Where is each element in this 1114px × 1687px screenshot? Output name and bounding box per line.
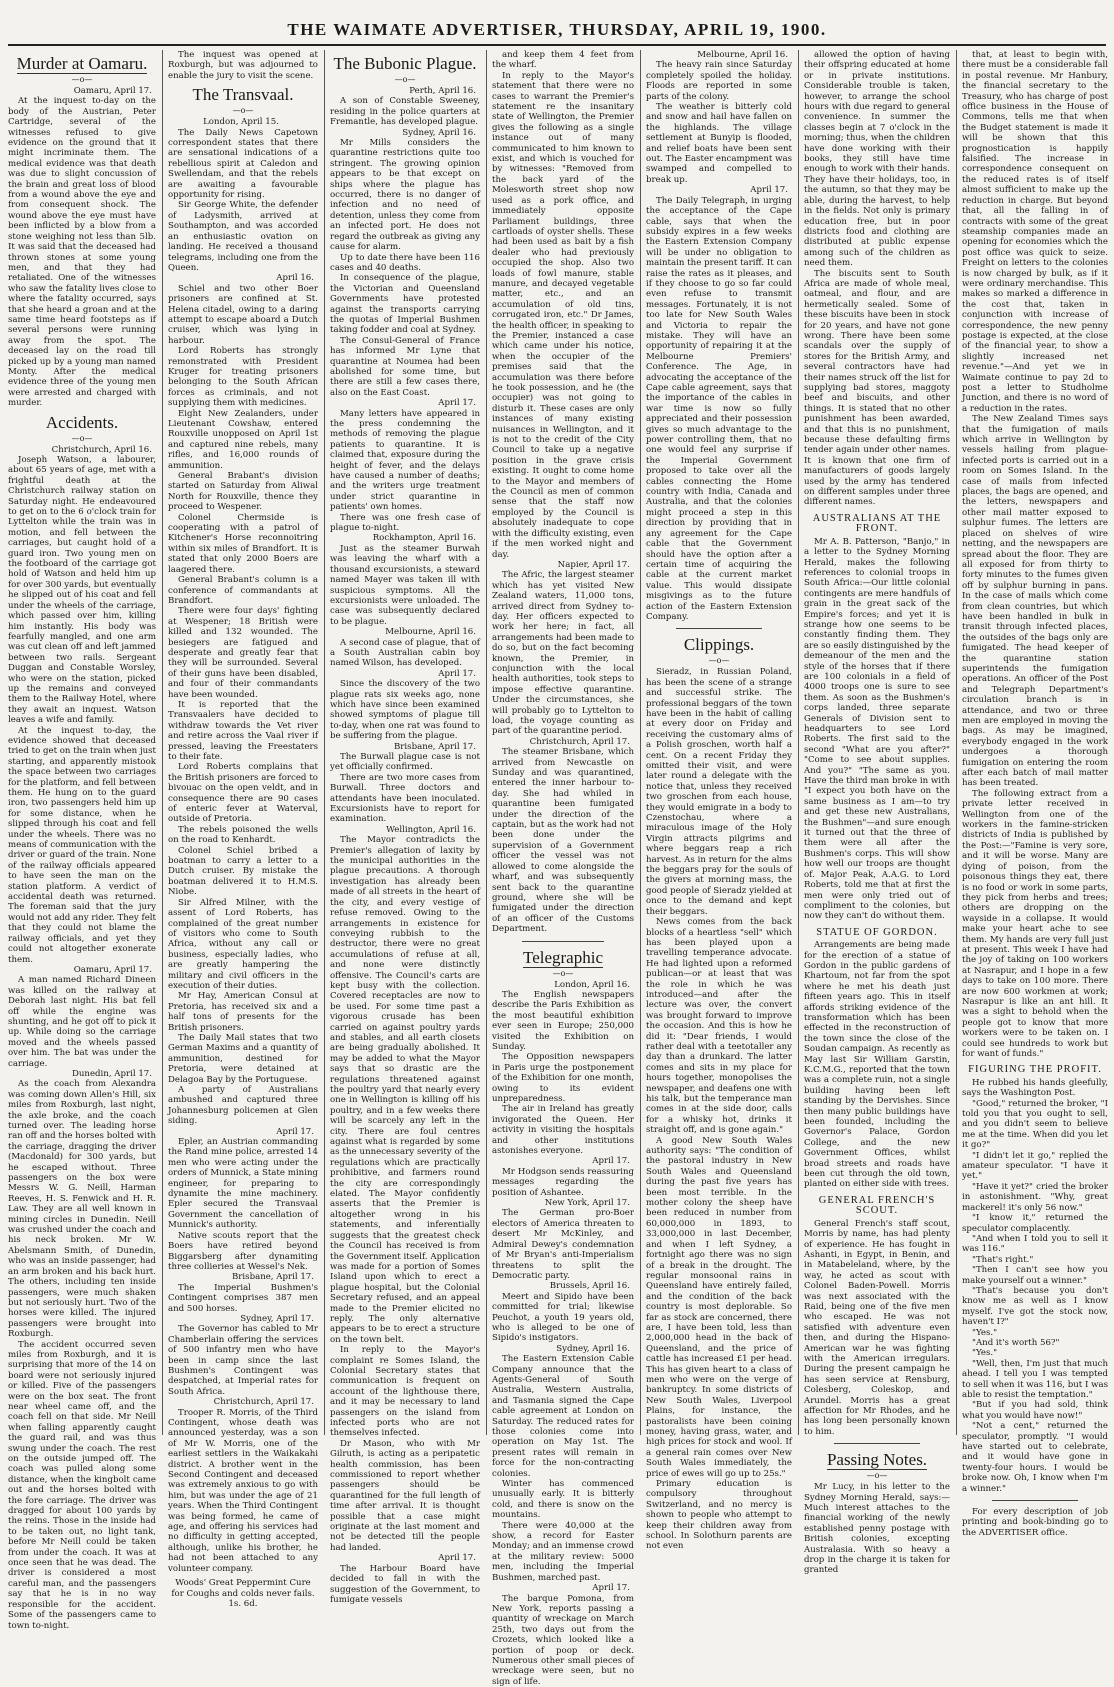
article-text: "Yes." <box>962 1348 1108 1358</box>
article-text: At the inquest to-day on the body of the Austrian, Peter Cartridge, several of the witnesses refused to give evidence on the ground that it might incriminate them. The medical evidence was that death was due to slight concussion of the brain and great loss of blood from a wound above the eye and from consequent shock. The wound above the eye must have been inflicted by a blow from a stone weighing not less than 5lb. It was said that the deceased had thrown stones at some young men, and that they had retaliated. One of the witnesses who saw the fatality lives close to where the fatality occurred, says that she heard a groan and at the same time heard footsteps as if several persons were running away from the spot. The deceased lay on the road till picked up by a young man named Monty. After the medical evidence three of the young men were arrested and charged with murder. <box>8 96 156 408</box>
column-1 <box>8 50 156 1435</box>
article-text: There were 40,000 at the show, a record for Easter Monday; and an immense crowd at the military review: 5000 men, including the Imperial Bushmen, marched past. <box>492 1521 634 1583</box>
article-text: Mr Hodgson sends reassuring messages regarding the position of Ashantee. <box>492 1167 634 1198</box>
article-text: Many letters have appeared in the press condemning the methods of removing the plague patients to quarantine. It is claimed that, exposure during the height of fever, and the delays have caused a number of deaths; and the writers urge treatment under strict quarantine in patients' own homes. <box>330 409 480 513</box>
article-text: Up to date there have been 116 cases and 40 deaths. <box>330 253 480 274</box>
article-text: Schiel and two other Boer prisoners are confined at St. Helena citadel, owing to a daring attempt to escape aboard a Dutch cruiser, which was lying in harbour. <box>168 284 318 346</box>
article-text: Sir George White, the defender of Ladysmith, arrived at Southampton, and was accorded an enthusiastic ovation on landing. He received a thousand telegrams, including one from the Queen. <box>168 200 318 273</box>
article-text: Trooper R. Morris, of the Third Contingent, whose death was announced yesterday, was a son of Mr W. Morris, one of the earliest settlers in the Waikakahi district. A brother went in the Second Contingent and deceased was extremely anxious to go with him, but was under the age of 21 years. When the Third Contingent was being formed, he came of age, and offering his services had no difficulty in getting accepted, although, unlike his brother, he had not been attached to any volunteer company. <box>168 1408 318 1575</box>
heading-french: GENERAL FRENCH'S SCOUT. <box>804 1196 950 1217</box>
dateline: Christchurch, April 16. <box>8 445 156 455</box>
dateline: Sydney, April 17. <box>168 1314 318 1324</box>
article-text: "Not a cent," returned the speculator, promptly. "I would have started out to celebrate, and it would have gone in twenty-four hours. I would be broke now. Oh, I know when I'm a winner." <box>962 1421 1108 1494</box>
article-text: A son of Constable Sweeney, residing in the police quarters at Fremantle, has developed plague. <box>330 96 480 127</box>
article-text: A man named Richard Dineen was killed on the railway at Deborah last night. His bat fell off while the engine was shunting, and he got off to pick it up. While doing so the carriage moved and the wheels passed over him. The bat was under the carriage. <box>8 975 156 1069</box>
article-text: "Then I can't see how you make yourself out a winner." <box>962 1265 1108 1286</box>
divider <box>834 1443 920 1444</box>
masthead-rule <box>8 44 1106 46</box>
article-text: A party of Australians ambushed and captured three Johannesburg policemen at Glen siding. <box>168 1085 318 1127</box>
article-text: General Brabant's division started on Saturday from Aliwal North for Rouxville, thence they proceed to Wespener. <box>168 471 318 513</box>
article-text: "Good," returned the broker, "I told you that you ought to sell, and you didn't seem to believe me at the time. When did you let it go?" <box>962 1099 1108 1151</box>
article-text: In consequence of the plague, the Victorian and Queensland Governments have protested against the transports carrying the quotas of Imperial Bushmen taking fodder and coal at Sydney. <box>330 273 480 335</box>
article-text: The Opposition newspapers in Paris urge the postponement of the Exhibition for one month, owing to its evident unpreparedness. <box>492 1052 634 1104</box>
article-text: The Mayor contradicts the Premier's allegation of laxity by the municipal authorities in the plague precautions. A thorough investigation has already been made of all streets in the heart of the city, and every vestige of refuse removed. Owing to the arrangements in existence for conveying rubbish to the destructor, there were no great accumulations of refuse at all, and none were distinctly offensive. The Council's carts are kept busy with the collection. Covered receptacles are now to be used. For some time past a vigorous crusade has been carried on against poultry yards and stables, and all earth closets are being gradually abolished. It may be added to what the Mayor says that so drastic are the regulations threatened against the poultry yard that nearly every one in Wellington is killing off his poultry, and in a few weeks there will be scarcely any left in the city. There are foul centres against what is regarded by some as the unnecessary severity of the regulations which are practically prohibitive, and farmers round the city are correspondingly elated. The Mayor confidently asserts that the Premier is altogether wrong in his statements, and inferentially suggests that the greatest check the Council has received is from the Government itself. Application was made for a portion of Somes Island upon which to erect a plague hospital, but the Colonial Secretary refused, and an appeal made to the Premier elicited no reply. The only alternative appears to be to erect a structure on the town belt. <box>330 835 480 1345</box>
article-text: A good New South Wales authority says: "The condition of the pastoral industry in New South Wales and Queensland during the past five years has been most terrible. In the mother colony the sheep have been reduced in number from 60,000,000 in 1893, to 33,000,000 in last December, and when I left Sydney, a fortnight ago there was no sign of a break in the drought. The regular monsoonal rains in Queensland have entirely failed, and the condition of the back country is most deplorable. So far as stock are concerned, there are, I have been told, less than 2,000,000 head in the back of Queensland, and the price of cattle has increased £1 per head. This has given heart to a class of men who were on the verge of bankruptcy. In some districts of New South Wales, Liverpool Plains, for instance, the pastoralists have been coining money, having grass, water, and high prices for stock and wool. If a general rain comes over New South Wales immediately, the price of ewes will go up to 25s." <box>646 1136 792 1479</box>
divider <box>676 628 762 629</box>
article-text: "But if you had sold, think what you would have now!" <box>962 1400 1108 1421</box>
article-text: "I didn't let it go," replied the amateur speculator. "I have it yet." <box>962 1151 1108 1182</box>
divider: —o— <box>804 1472 950 1480</box>
dateline: Wellington, April 16. <box>330 825 480 835</box>
article-text: The accident occurred seven miles from Roxburgh, and it is surprising that more of the 14 on board were not seriously injured or killed. Five of the passengers were on the box seat. The front near wheel came off, and the coach fell on that side. Mr Neill when falling apparently caught the guard rail, and was thus swung under the coach. The rest on the outside jumped off. The coach was pulled along some distance, when the kingbolt came out and the horses bolted with the fore carriage. The driver was dragged for about 100 yards by the reins. Those in the inside had to be taken out, no light tank, before Mr Neill could be taken from under the coach. It was at once seen that he was dead. The driver is considered a most careful man, and the passengers say that he is in no way responsible for the accident. Some of the passengers came to town to-night. <box>8 1340 156 1631</box>
dateline: New York, April 17. <box>492 1198 634 1208</box>
dateline: April 17. <box>330 398 480 408</box>
article-text: "Well, then, I'm just that much ahead. I tell you I was tempted to sell when it was 116, but I was able to resist the temptation." <box>962 1359 1108 1401</box>
article-text: In reply to the Mayor's complaint re Somes Island, the Colonial Secretary states that communication is frequent on account of the lighthouse there, and it may be necessary to land passengers on the island from infected ports who are not themselves infected. <box>330 1345 480 1439</box>
article-text: At the inquest to-day, the evidence showed that deceased tried to get on the train when just starting, and apparently mistook the space between two carriages for the platform, and fell between them. He hung on to the guard iron, two passengers held him up for some distance, when he slipped through his coat and fell under the wheels. There was no means of communication with the driver or guard of the train. None of the railway officials appeared to have seen the man on the station platform. A verdict of accidental death was returned. The foreman said that the jury would not add any rider. They felt that they could not blame the railway officials, and yet they could not altogether exonerate them. <box>8 726 156 965</box>
heading-clippings: Clippings. <box>646 635 792 655</box>
article-text: He rubbed his hands gleefully, says the Washington Post. <box>962 1078 1108 1099</box>
article-text: "Yes." <box>962 1328 1108 1338</box>
columns <box>8 50 1108 1435</box>
heading-plague: The Bubonic Plague. <box>330 54 480 74</box>
heading-telegraphic: Telegraphic <box>492 948 634 968</box>
article-text: Epler, an Austrian commanding the Rand mine police, arrested 14 men who were acting under the orders of Munnick, a State mining engineer, for preparing to dynamite the mine machinery. Epler secured the Transvaal Government the cancellation of Munnick's authority. <box>168 1137 318 1231</box>
column-rule <box>162 50 163 1435</box>
article-text: The Eastern Extension Cable Company announce that the Agents-General of South Australia, Western Australia, and Tasmania signed the Cape cable agreement at London on Saturday. The reduced rates for those colonies come into operation on May 1st. The present rates will remain in force for the non-contracting colonies. <box>492 1354 634 1479</box>
column-5 <box>646 50 792 1435</box>
article-text: "Have it yet?" cried the broker in astonishment. "Why, great mackerel! it's only 56 now." <box>962 1182 1108 1213</box>
column-rule <box>486 50 487 1435</box>
article-text: "I know it," returned the speculator complacently. <box>962 1213 1108 1234</box>
article-text: The English newspapers describe the Paris Exhibition as the most beautiful exhibition ever seen in Europe; 250,000 visited the Exhibition on Sunday. <box>492 990 634 1052</box>
article-text: The Daily Telegraph, in urging the acceptance of the Cape cable, says that when the subsidy expires in a few weeks the Eastern Extension Company will be under no obligation to maintain the present tariff. It can raise the rates as it pleases, and if they choose to go so far could even refuse to transmit messages. Fortunately, it is not too late for New South Wales and Victoria to repair the mistake. They will have an opportunity of repairing it at the Melbourne Premiers' Conference. The Age, in advocating the acceptance of the Cape cable agreement, says that the importance of the cables in war time is now so fully appreciated and their possession gives so much advantage to the power controlling them, that no one would feel any surprise if the Imperial Government proposed to take over all the cables connecting the Home country with India, Canada and Australia, and that the colonies might proceed a step in this direction by providing that in any agreement for the Cape cable that the Government should have the option after a certain time of acquiring the cable at the current market value. This would dissipate misgivings as to the future action of the Eastern Extension Company. <box>646 196 792 623</box>
article-text: Colonel Schiel bribed a boatman to carry a letter to a Dutch cruiser. By mistake the boatman delivered it to H.M.S. Niobe. <box>168 846 318 898</box>
article-text: Since the discovery of the two plague rats six weeks ago, none which have since been examined showed symptoms of plague till to-day, when one rat was found to be suffering from the plague. <box>330 679 480 741</box>
article-text: allowed the option of having their offspring educated at home or in private institutions. Considerable trouble is taken, however, to arrange the school hours with due regard to general convenience. In summer the classes begin at 7 o'clock in the morning; thus, when the children have done working with their books, they still have time enough to work with their hands. They have their holidays, too, in the autumn, so that they may be able, during the harvest, to help in the fields. Not only is primary education free, but in poor districts food and clothing are distributed at public expense among such of the children as need them. <box>804 50 950 269</box>
advertisement: Woods' Great Peppermint Cure for Coughs and colds never fails. 1s. 6d. <box>168 1578 318 1609</box>
article-text: The Daily Mail states that two German Maxims and a quantity of ammunition, destined for Pretoria, were detained at Delagoa Bay by the Portuguese. <box>168 1033 318 1085</box>
dateline: Oamaru, April 17. <box>8 86 156 96</box>
article-text: In reply to the Mayor's statement that there were no cases to warrant the Premier's statement re the insanitary state of Wellington, the Premier gives the following as a single instance out of many communicated to him known to exist, and which is vouched for by witnesses: "Removed from the back yard of the Molesworth street shop now used as a pork office, and immediately opposite Parliament buildings, three cartloads of oyster shells. These had been used as bait by a fish dealer who had previously occupied the shop. Also two loads of fowl manure, stable manure, and decayed vegetable matter, etc., and an accumulation of old tins, corrugated iron, etc." Dr James, the health officer, in speaking to the Premier, instanced a case which came under his notice, when the occupier of the premises said that the accumulation was there before he took possession, and he (the occupier) was not going to disturb it. These cases are only instances of many existing nuisances in Wellington, and it is not to the credit of the City Council to take up a negative position in the grave crisis existing. It ought to come home to the Mayor and members of the Council as men of common sense that the staff now employed by the Council is absolutely inadequate to cope with the difficulty existing, even if the men worked night and day. <box>492 71 634 560</box>
article-text: There was one fresh case of plague to-night. <box>330 513 480 534</box>
article-text: Native scouts report that the Boers have retired beyond Biggarsberg after dynamiting three collieries at Wessel's Nek. <box>168 1231 318 1273</box>
heading-passing-notes: Passing Notes. <box>804 1450 950 1470</box>
dateline: Christchurch, April 17. <box>168 1397 318 1407</box>
column-rule <box>324 50 325 1435</box>
article-text: "And it's worth 56?" <box>962 1338 1108 1348</box>
article-text: Primary education is compulsory throughout Switzerland, and no mercy is shown to people who attempt to keep their children away from school. In Solothurn parents are not even <box>646 1479 792 1552</box>
article-text: Joseph Watson, a labourer, about 65 years of age, met with a frightful death at the Christchurch railway station on Saturday night. He endeavoured to get on to the 6 o'clock train for Lyttelton while the train was in motion, and fell between the carriages, but caught hold of a guard iron. Two young men on the footboard of the carriage got hold of Watson and held him up for over 300 yards, but eventually he slipped out of his coat and fell under the wheels of the carriage, which passed over him, killing him instantly. His body was fearfully mangled, and one arm was cut clean off and left jammed between two rails. Sergeant Duggan and Constable Worsley, who were on the station, picked up the remains and conveyed them to the Railway Hotel, where they await an inquest. Watson leaves a wife and family. <box>8 455 156 726</box>
dateline: Sydney, April 16. <box>492 1344 634 1354</box>
article-text: Meert and Sipido have been committed for trial; likewise Peuchot, a youth 19 years old, who is alleged to be one of Sipido's instigators. <box>492 1292 634 1344</box>
column-2 <box>168 50 318 1435</box>
article-text: The Consul-General of France has informed Mr Lyne that quarantine at Noumea had been abolished for some time, but there are still a few cases there, also on the East Coast. <box>330 336 480 398</box>
dateline: April 17. <box>646 185 792 195</box>
article-text: The Harbour Board have decided to fall in with the suggestion of the Government, to fumigate vessels <box>330 1564 480 1606</box>
column-rule <box>798 50 799 1435</box>
heading-australians: AUSTRALIANS AT THE FRONT. <box>804 514 950 535</box>
article-text: The Afric, the largest steamer which has yet visited New Zealand waters, 11,000 tons, arrived direct from Sydney to-day. Her officers expected to work her here; in fact, all arrangements had been made to do so, but on the fact becoming known, the Premier, in conjunction with the local health authorities, took steps to impose effective quarantine. Under the circumstances, she will probably go to Lyttelton to load, the voyage counting as part of the quarantine period. <box>492 570 634 737</box>
article-text: Mr Hay, American Consul at Pretoria, has received six and a half tons of presents for the British prisoners. <box>168 991 318 1033</box>
dateline: Christchurch, April 17. <box>492 737 634 747</box>
article-text: It is reported that the Transvaalers have decided to withdraw towards the Vet river and retire across the Vaal river if pressed, leaving the Freestaters to their fate. <box>168 700 318 762</box>
article-text: There were four days' fighting at Wespener; 18 British were killed and 132 wounded. The besiegers are fatigued and desperate and greatly fear that they will be surrounded. Several of their guns have been disabled, and four of their commandants have been wounded. <box>168 606 318 700</box>
article-text: Sieradz, in Russian Poland, has been the scene of a strange and successful strike. The professional beggars of the town have been in the habit of calling at every door on Friday and receiving the customary alms of a Polish groschen, worth half a cent. On a recent Friday they omitted their visit, and were later round a delegate with the notice that, unless they received two groschen from each house, they would emigrate in a body to Czenstochau, where a miraculous image of the Holy Virgin attracts pilgrims and where beggars reap a rich harvest. As in return for the alms the beggars pray for the souls of the givers at morning mass, the good people of Sieradz yielded at once to the demand and kept their beggars. <box>646 667 792 917</box>
article-text: The New Zealand Times says that the fumigation of mails which arrive in Wellington by vessels hailing from plague-infected ports is carried out in a room on Somes Island. In the case of mails from infected places, the bags are opened, and the letters, newspapers and other mail matter exposed to sulphur fumes. The letters are placed on shelves of wire netting, and the newspapers are spread about the floor. They are all exposed for from thirty to forty minutes to the fumes given off by sulphur burning in pans. In the case of mails which come from clean countries, but which have been handled in bulk in transit through infected places, the outsides of the bags only are fumigated. The head keeper of the quarantine station superintends the fumigation operations. An officer of the Post and Telegraph Department's circulation branch is in attendance, and two or three men are employed in moving the bags. As may be imagined, everybody engaged in the work undergoes a thorough fumigation on entering the room after each batch of mail matter has been treated. <box>962 414 1108 789</box>
dateline: April 17. <box>492 1583 634 1593</box>
article-text: Lord Roberts complains that the British prisoners are forced to bivouac on the open veldt, and in consequence there are 90 cases of enteric fever at Waterval, outside of Pretoria. <box>168 762 318 824</box>
article-text: The Daily News Capetown correspondent states that there are sensational indications of a rebellious spirit at Caledon and Swellendam, and that the rebels are awaiting a favourable opportunity for rising. <box>168 128 318 201</box>
divider: —o— <box>646 657 792 665</box>
article-text: General French's staff scout, Morris by name, has had plenty of experience. He has fought in Ashanti, in Egypt, in Benin, and in Matabeleland, where, by the way, he acted as scout with Colonel Baden-Powell. Morris was next associated with the Raid, being one of the five men who escaped. He was not satisfied with adventure even then, and during the Hispano-American war he was fighting with the American irregulars. During the present campaign he has seen service at Rensburg, Colesberg, Coleskop, and Arundel. Morris has a great affection for Mr Rhodes, and he has long been personally known to him. <box>804 1219 950 1438</box>
article-text: The inquest was opened at Roxburgh, but was adjourned to enable the jury to visit the scene. <box>168 50 318 81</box>
divider: —o— <box>8 76 156 84</box>
article-text: The Governor has cabled to Mr Chamberlain offering the services of 500 infantry men who have been in camp since the last Bushmen's Contingent was despatched, at Imperial rates for South Africa. <box>168 1324 318 1397</box>
article-text: General Brabant's column is a conference of commandants at Brandfort. <box>168 575 318 606</box>
divider: —o— <box>330 76 480 84</box>
article-text: The Imperial Bushmen's Contingent comprises 387 men and 500 horses. <box>168 1283 318 1314</box>
masthead-title: THE WAIMATE ADVERTISER, THURSDAY, APRIL 19, 1900. <box>0 20 1114 40</box>
column-rule <box>956 50 957 1435</box>
article-text: News comes from the back blocks of a heartless "sell" which has been played upon a travelling temperance advocate. He had lighted upon a reformed publican—or at least that was the role in which he was introduced—and after the lecture was over, the convert was brought forward to improve the occasion. And this is how he did it: "Dear friends, I would rather deal with a teetotaller any day than a drunkard. The latter comes and sits in my place for hours together, monopolises the newspaper, and deafens one with his talk, but the temperance man comes in at the side door, calls for a whisky hot, drinks it straight off, and is gone again." <box>646 917 792 1136</box>
article-text: The biscuits sent to South Africa are made of whole meal, oatmeal, and flour, and are hermetically sealed. Some of these biscuits have been in stock for 20 years, and have not gone wrong. There have been some scandals over the supply of stores for the British Army, and several contractors have had their names struck off the list for supplying bad stores, maggoty beef and biscuits, and other things. It is stated that no other punishment has been awarded, and that this is no punishment, because these defaulting firms tender again under other names. It is known that one firm of manufacturers of goods largely used by the army has tendered on different samples under three different names. <box>804 269 950 508</box>
dateline: April 17. <box>330 1553 480 1563</box>
heading-murder: Murder at Oamaru. <box>8 54 156 74</box>
dateline: Perth, April 16. <box>330 86 480 96</box>
dateline: Dunedin, April 17. <box>8 1069 156 1079</box>
heading-gordon: STATUE OF GORDON. <box>804 928 950 938</box>
article-text: Sir Alfred Milner, with the assent of Lord Roberts, has complained of the great number of visitors who come to South Africa, without any call or business, especially ladies, who are greatly hampering the military and civil officers in the execution of their duties. <box>168 898 318 992</box>
article-text: The steamer Brisbane, which arrived from Newcastle on Sunday and was quarantined, entered the inner harbour to-day. She had whiled in quarantine been fumigated under the direction of the captain, but as the work had not been done under the supervision of a Government officer the vessel was not allowed to come alongside the wharf, and was subsequently sent back to the quarantine ground, where she will be fumigated under the direction of an officer of the Customs Department. <box>492 747 634 934</box>
divider <box>522 941 604 942</box>
column-7 <box>962 50 1108 1435</box>
article-text: and keep them 4 feet from the wharf. <box>492 50 634 71</box>
dateline: Brisbane, April 17. <box>330 742 480 752</box>
dateline: Melbourne, April 16. <box>330 627 480 637</box>
dateline: Brussels, April 16. <box>492 1281 634 1291</box>
divider: —o— <box>8 435 156 443</box>
article-text: "And when I told you to sell it was 116." <box>962 1234 1108 1255</box>
article-text: "That's right." <box>962 1255 1108 1265</box>
dateline: Rockhampton, April 16. <box>330 533 480 543</box>
column-6 <box>804 50 950 1435</box>
article-text: Colonel Chermside is cooperating with a patrol of Kitchener's Horse reconnoitring within six miles of Brandfort. It is stated that only 2000 Boers are laagered there. <box>168 513 318 575</box>
dateline: April 17. <box>168 1127 318 1137</box>
article-text: The rebels poisoned the wells on the road to Kenhardt. <box>168 825 318 846</box>
dateline: London, April 16. <box>492 980 634 990</box>
divider <box>992 1500 1078 1501</box>
dateline: Brisbane, April 17. <box>168 1272 318 1282</box>
column-4 <box>492 50 634 1435</box>
dateline: Sydney, April 16. <box>330 128 480 138</box>
article-text: As the coach from Alexandra was coming down Allen's Hill, six miles from Roxburgh, last night, the axle broke, and the coach turned over. The leading horse ran off and the horses bolted with the carriage, dragging the driver (Macdonald) for 300 yards, but he escaped without. Three passengers on the box were Messrs W. G. Neill, Harman Reeves, H. S. Fenwick and H. R. Law. They are all well known in mining circles in Dunedin. Neill was crushed under the coach and his neck broken. Mr W. Abelsmann Smith, of Dunedin, who was an inside passenger, had an arm broken and his back hurt. The others, including ten inside passengers, were much shaken but not seriously hurt. Two of the horses were killed. The injured passengers were brought into Roxburgh. <box>8 1079 156 1339</box>
article-text: The following extract from a private letter received in Wellington from one of the workers in the famine-stricken districts of India is published by the Post:—"Famine is very sore, and it will be worse. Many are dying of poison, from the poisonous things they eat, there is no food or work in some parts, they pick from herbs and trees; others are dropping on the wayside in a collapse. It would make your heart ache to see them. My hands are very full just at present. This week I have had the joy of taking on 100 workers at Nasrapur, and I hope in a few days to take on 100 more. There are now 600 workmen at work; Nasrapur is like an ant hill. It was a sight to behold when the people got to know that more workers were to be taken on. I could see hundreds to work but for want of funds." <box>962 789 1108 1060</box>
article-text: Mr A. B. Patterson, "Banjo," in a letter to the Sydney Morning Herald, makes the following references to colonial troops in South Africa:—Our little colonial contingents are mere handfuls of grain in the great sack of the Empire's forces; and yet it is strange how one seems to be constantly finding them. They are so easily distinguished by the demeanour of the men and the style of the horses that if there are 100 colonials in a field of 4000 troops one is sure to see them. As soon as the Bushmen's corps landed, three separate Generals of Division sent to headquarters to see Lord Roberts. The first said to the second "What are you after?" "Come to see about supplies. And you?" "The same as you. Have the third man broke in with "I expect you both have on the same business as I am—to try and get these new Australians, the Bushmen"—and sure enough it turned out that the three of them were all after the Bushmen's corps. This will show how well our troops are thought of. Major Peak, A.A.G. to Lord Roberts, told me that at first the men were only tried out of compliment to the colonies, but now they can't do without them. <box>804 537 950 922</box>
dateline: Oamaru, April 17. <box>8 965 156 975</box>
article-text: Mr Mills considers the quarantine restrictions quite too stringent. The growing opinion appears to be that except on ships where the plague has occurred, there is no danger of infection and no need of detention, unless they come from an infected port. He does not regard the outbreak as giving any cause for alarm. <box>330 138 480 252</box>
article-text: Lord Roberts has strongly remonstrated with President Kruger for treating prisoners belonging to the South African forces as criminals, and not supplying them with medicines. <box>168 346 318 408</box>
article-text: Winter has commenced unusually early. It is bitterly cold, and there is snow on the mountains. <box>492 1479 634 1521</box>
dateline: April 17. <box>330 669 480 679</box>
dateline: April 17. <box>492 1156 634 1166</box>
heading-accidents: Accidents. <box>8 413 156 433</box>
article-text: A second case of plague, that of a South Australian cabin boy named Wilson, has developed. <box>330 638 480 669</box>
dateline: London, April 15. <box>168 117 318 127</box>
divider: —o— <box>168 107 318 115</box>
article-text: The German pro-Boer electors of America threaten to desert Mr McKinley, and Admiral Dewey's condemnation of Mr Bryan's anti-Imperialism threatens to split the Democratic party. <box>492 1208 634 1281</box>
article-text: The air in Ireland has greatly invigorated the Queen. Her activity in visiting the hospitals and other institutions astonishes everyone. <box>492 1104 634 1156</box>
article-text: "That's because you don't know me as well as I know myself. I've got the stock now, haven't I?" <box>962 1286 1108 1328</box>
article-text: Just as the steamer Burwah was leaving the wharf with a thousand excursionists, a steward named Mayer was taken ill with suspicious symptoms. All the excursionists were unloaded. The case was subsequently declared to be plague. <box>330 544 480 627</box>
article-text: that, at least to begin with, there must be a considerable fall in postal revenue. Mr Hanbury, the financial secretary to the Treasury, who has charge of post office business in the House of Commons, tells me that when the Budget statement is made it will be shown that this prognostication is happily falsified. The increase in correspondence consequent on the reduced rates is of itself almost sufficient to make up the reduction in charge. But beyond that, all the falling in of contracts with some of the great steamship companies made an opening for economies which the post office was quick to seize. Freight on letters to the colonies is now charged by bulk, as if it were ordinary merchandise. This makes so marked a difference in the cost that, taken in conjunction with increase of correspondence, the new penny postage is expected, at the close of the financial year, to show a slightly increased net revenue."—And yet we in Waimate continue to pay 2d to post a letter to Studholme Junction, and there is no word of a reduction in the rates. <box>962 50 1108 414</box>
article-text: The weather is bitterly cold and snow and hail have fallen on the highlands. The village settlement at Bunyip is flooded, and relief boats have been sent out. The Easter encampment was swamped and compelled to break up. <box>646 102 792 185</box>
advertisement: For every description of job printing and book-binding go to the ADVERTISER office. <box>962 1507 1108 1538</box>
article-text: The barque Pomona, from New York, reports passing a quantity of wreckage on March 25th, two days out from the Crozets, which looked like a portion of poop or deck. Numerous other small pieces of wreckage were seen, but no sign of life. <box>492 1594 634 1687</box>
dateline: Napier, April 17. <box>492 560 634 570</box>
article-text: Eight New Zealanders, under Lieutenant Cowshaw, entered Rouxville unopposed on April 1st and captured nine rebels, many rifles, and 16,000 rounds of ammunition. <box>168 409 318 471</box>
column-3 <box>330 50 480 1435</box>
article-text: The Burwall plague case is not yet officially confirmed. <box>330 752 480 773</box>
article-text: Mr Lucy, in his letter to the Sydney Morning Herald, says:—Much interest attaches to the financial working of the newly established penny postage with British colonies, excepting Australasia. With so heavy a drop in the charge it is taken for granted <box>804 1482 950 1576</box>
column-rule <box>640 50 641 1435</box>
article-text: Dr Mason, who with Mr Gilruth, is acting as a peripatetic health commission, has been commissioned to report whether passengers should be quarantined for the full length of time after arrival. It is thought possible that a case might originate at the last moment and not be detected till the people had landed. <box>330 1439 480 1553</box>
dateline: April 16. <box>168 273 318 283</box>
heading-profit: FIGURING THE PROFIT. <box>962 1065 1108 1075</box>
article-text: The heavy rain since Saturday completely spoiled the holiday. Floods are reported in some parts of the colony. <box>646 60 792 102</box>
divider: —o— <box>492 970 634 978</box>
dateline: Melbourne, April 16. <box>646 50 792 60</box>
heading-transvaal: The Transvaal. <box>168 85 318 105</box>
article-text: Arrangements are being made for the erection of a statue of Gordon in the public gardens of Khartoum, not far from the spot where he met his death just fifteen years ago. This in itself affords striking evidence of the transformation which has been effected in the reconstruction of the town since the close of the Soudan campaign. As recently as May last Sir William Garstin, K.C.M.G., reported that the town was a complete ruin, not a single building having been left standing by the Dervishes. Since then many public buildings have been founded, including the Governor's Palace, Gordon College, and the new Government Offices, whilst broad streets and roads have been cut through the old town, planted on either side with trees. <box>804 940 950 1190</box>
article-text: There are two more cases from Burwall. Three doctors and attendants have been inoculated. Excursionists have to report for examination. <box>330 773 480 825</box>
masthead <box>0 0 1114 44</box>
